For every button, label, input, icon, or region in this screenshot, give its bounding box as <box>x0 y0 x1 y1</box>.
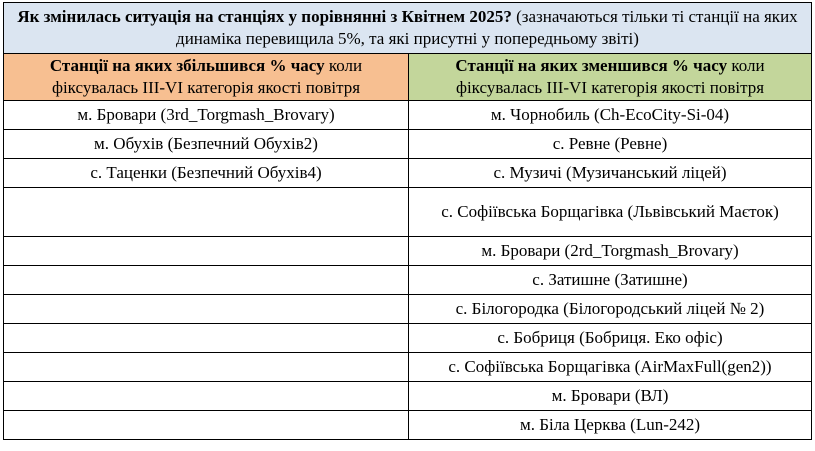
increased-station <box>4 353 409 382</box>
increased-station <box>4 295 409 324</box>
table-title <box>4 3 812 54</box>
increased-station <box>4 324 409 353</box>
table-row <box>4 382 812 411</box>
increased-station: м. Обухів (Безпечний Обухів2) <box>4 130 409 159</box>
increased-station <box>4 188 409 237</box>
decreased-station: с. Софіївська Борщагівка (AirMaxFull(gen2)) <box>409 353 812 382</box>
increased-station: м. Бровари (3rd_Torgmash_Brovary) <box>4 101 409 130</box>
decreased-station: с. Ревне (Ревне) <box>409 130 812 159</box>
decreased-station: м. Чорнобиль (Ch-EcoCity-Si-04) <box>409 101 812 130</box>
increased-station <box>4 237 409 266</box>
decreased-station: с. Музичі (Музичанський ліцей) <box>409 159 812 188</box>
decreased-station: с. Затишне (Затишне) <box>409 266 812 295</box>
decreased-station: с. Софіївська Борщагівка (Львівський Маєток) <box>409 188 812 237</box>
table-row <box>4 411 812 440</box>
table-row <box>4 324 812 353</box>
increased-station <box>4 382 409 411</box>
header-increased-bold: Станції на яких збільшився % часу <box>49 56 325 75</box>
table-row <box>4 188 812 237</box>
decreased-station: м. Бровари (2rd_Torgmash_Brovary) <box>409 237 812 266</box>
title-bold: Як змінилась ситуація на станціях у порівнянні з Квітнем 2025? <box>17 7 512 26</box>
header-increased <box>4 54 409 101</box>
table-row <box>4 295 812 324</box>
table-row <box>4 101 812 130</box>
table-row <box>4 159 812 188</box>
decreased-station: м. Біла Церква (Lun-242) <box>409 411 812 440</box>
header-decreased-text: коли фіксувалась ІІІ-VI категорія якості повітря <box>455 56 765 97</box>
title-note: (зазначаються тільки ті станції на яких динаміка перевищила 5%, та які присутні у попередньому звіті) <box>176 7 798 48</box>
header-decreased <box>409 54 812 101</box>
increased-station <box>4 266 409 295</box>
table-row <box>4 266 812 295</box>
header-increased-text: коли фіксувалась ІІІ-VI категорія якості повітря <box>51 56 363 97</box>
table-row <box>4 237 812 266</box>
header-decreased-bold: Станції на яких зменшився % часу <box>455 56 728 75</box>
decreased-station: м. Бровари (ВЛ) <box>409 382 812 411</box>
table-row <box>4 353 812 382</box>
decreased-station: с. Білогородка (Білогородський ліцей № 2) <box>409 295 812 324</box>
stations-table <box>3 2 812 440</box>
table-row <box>4 130 812 159</box>
increased-station: с. Таценки (Безпечний Обухів4) <box>4 159 409 188</box>
increased-station <box>4 411 409 440</box>
decreased-station: с. Бобриця (Бобриця. Еко офіс) <box>409 324 812 353</box>
